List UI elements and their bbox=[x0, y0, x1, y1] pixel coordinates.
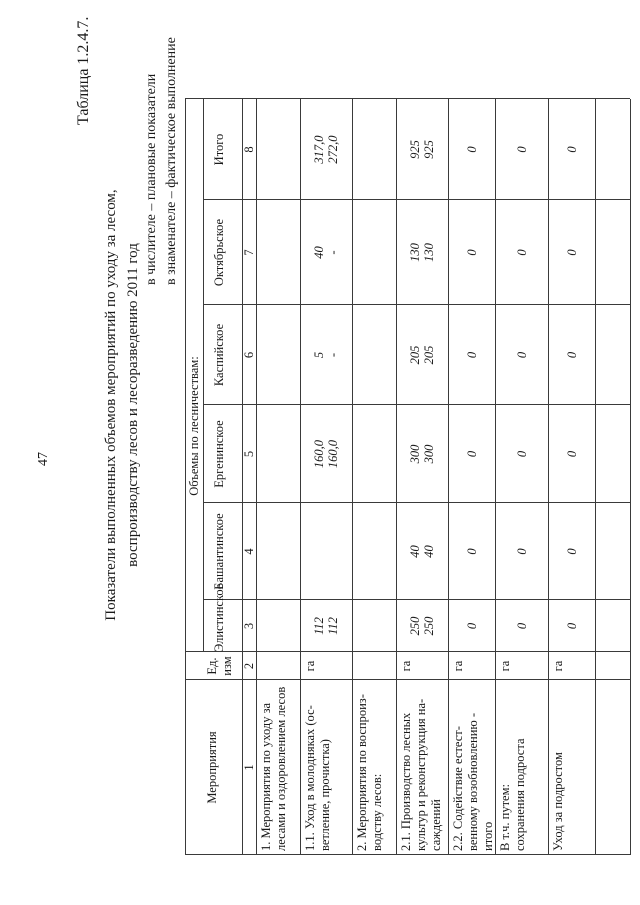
row-value: 40 - bbox=[312, 246, 340, 259]
row-unit: га bbox=[451, 660, 465, 672]
header-measures: Мероприятия bbox=[205, 731, 219, 804]
row-value: 0 bbox=[564, 249, 579, 256]
table-number: Таблица 1.2.4.7. bbox=[75, 16, 92, 125]
header-volumes: Объемы по лесничествам: bbox=[187, 356, 201, 496]
row-value: 0 bbox=[464, 622, 479, 630]
column-number: 1 bbox=[242, 764, 256, 771]
row-value: 0 bbox=[514, 548, 529, 555]
header-forestry: Элистинское bbox=[212, 583, 226, 652]
row-unit: га bbox=[399, 660, 413, 672]
row-value: 0 bbox=[464, 548, 479, 555]
header-forestry: Каспийское bbox=[212, 323, 226, 387]
header-forestry: Октябрьское bbox=[212, 218, 226, 287]
column-number: 7 bbox=[242, 249, 256, 256]
rule-row-7 bbox=[595, 99, 596, 855]
rule-group-header bbox=[203, 99, 204, 652]
row-value: 0 bbox=[514, 146, 529, 153]
table-border-bottom bbox=[630, 99, 631, 855]
table-border-top bbox=[185, 99, 186, 855]
row-value: 205 205 bbox=[408, 345, 436, 365]
column-number: 6 bbox=[242, 351, 256, 359]
column-number: 5 bbox=[242, 450, 256, 458]
row-value: 5 - bbox=[312, 351, 340, 359]
rule-row-4 bbox=[448, 99, 449, 855]
header-forestry: Ергенинское bbox=[212, 420, 226, 488]
column-number: 3 bbox=[242, 622, 256, 630]
rule-row-1 bbox=[300, 99, 301, 855]
rule-row-6 bbox=[548, 99, 549, 855]
row-value: 0 bbox=[564, 146, 579, 153]
row-value: 250 250 bbox=[408, 616, 436, 636]
column-number: 2 bbox=[242, 662, 256, 670]
row-unit: га bbox=[303, 660, 317, 672]
header-forestry: Башантинское bbox=[212, 513, 226, 590]
row-value: 317,0 272,0 bbox=[312, 135, 340, 164]
column-number: 8 bbox=[242, 146, 256, 153]
legend-denominator: в знаменателе – фактическое выполнение bbox=[164, 37, 179, 285]
row-value: 0 bbox=[464, 146, 479, 153]
row-value: 0 bbox=[514, 622, 529, 630]
row-unit: га bbox=[551, 660, 565, 672]
row-value: 160,0 160,0 bbox=[312, 439, 340, 469]
row-value: 130 130 bbox=[408, 243, 436, 262]
row-value: 0 bbox=[464, 450, 479, 458]
row-value: 0 bbox=[564, 622, 579, 630]
row-name: 1. Мероприятия по уходу за лесами и оздоровлением лесов bbox=[259, 686, 288, 851]
row-value: 112 112 bbox=[312, 617, 340, 635]
row-value: 40 40 bbox=[408, 545, 436, 558]
row-value bbox=[312, 503, 326, 600]
row-value: 300 300 bbox=[408, 444, 436, 464]
row-name: В т.ч. путем: сохранения подроста bbox=[498, 738, 527, 851]
row-value: 925 925 bbox=[408, 140, 436, 159]
row-value: 0 bbox=[564, 351, 579, 359]
row-name: 2.1. Производство лесных культур и реконструкция на- саждений bbox=[399, 698, 443, 851]
row-name: Уход за подростом bbox=[551, 752, 565, 851]
page-number: 47 bbox=[36, 452, 51, 466]
row-value: 0 bbox=[514, 249, 529, 256]
row-name: 2.2. Содействие естест- венному возобновлению - итого bbox=[451, 712, 495, 851]
row-value: 0 bbox=[564, 548, 579, 555]
legend-numerator: в числителе – плановые показатели bbox=[144, 73, 159, 285]
row-name: 1.1. Уход в молодняках (ос- ветление, прочистка) bbox=[303, 705, 332, 851]
column-number: 4 bbox=[242, 548, 256, 555]
header-total: Итого bbox=[212, 133, 226, 166]
row-name: 2. Мероприятия по воспроиз- водству лесов: bbox=[355, 694, 384, 851]
row-value: 0 bbox=[564, 450, 579, 458]
row-value: 0 bbox=[464, 351, 479, 359]
row-value: 0 bbox=[514, 351, 529, 359]
rule-row-3 bbox=[396, 99, 397, 855]
row-value: 0 bbox=[464, 249, 479, 256]
header-unit: Ед. изм bbox=[205, 656, 234, 676]
row-value: 0 bbox=[514, 450, 529, 458]
rule-row-2 bbox=[352, 99, 353, 855]
title-line-2: воспроизводству лесов и лесоразведению 2011 год bbox=[125, 243, 141, 567]
title-line-1: Показатели выполненных объемов мероприятий по уходу за лесом, bbox=[103, 189, 119, 621]
row-unit: га bbox=[498, 660, 512, 672]
